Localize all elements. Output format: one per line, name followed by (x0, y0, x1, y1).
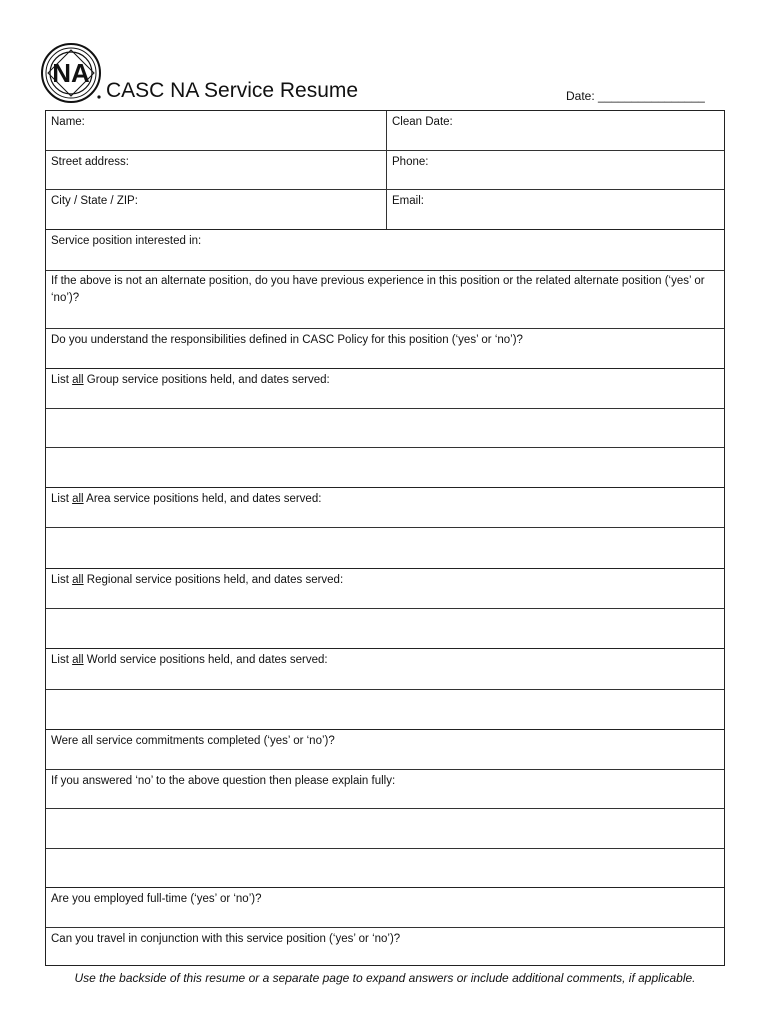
row-employed[interactable] (46, 887, 724, 927)
row-group-positions[interactable] (46, 368, 724, 408)
footer-note: Use the backside of this resume or a separate page to expand answers or include additional comments, if applicable. (74, 971, 696, 985)
row-explain[interactable] (46, 769, 724, 808)
email-label: Email: (392, 195, 424, 207)
position-interested-label: Service position interested in: (51, 235, 202, 247)
area-positions-blank-line[interactable] (46, 527, 724, 568)
row-travel[interactable] (46, 927, 724, 967)
street-field[interactable] (46, 151, 386, 189)
page-title: CASC NA Service Resume (106, 79, 359, 102)
row-area-positions[interactable] (46, 487, 724, 527)
date-field[interactable]: Date: ________________ (566, 89, 705, 103)
city-field[interactable] (46, 190, 386, 229)
resume-form (45, 110, 725, 966)
street-label: Street address: (51, 156, 129, 168)
employed-label: Are you employed full-time (‘yes’ or ‘no’)? (51, 893, 262, 905)
commitments-completed-label: Were all service commitments completed (‘yes’ or ‘no’)? (51, 735, 335, 747)
explain-label: If you answered ‘no’ to the above question then please explain fully: (51, 775, 396, 787)
phone-label: Phone: (392, 156, 429, 168)
row-city (46, 189, 724, 229)
travel-label: Can you travel in conjunction with this service position (‘yes’ or ‘no’)? (51, 933, 401, 945)
phone-field[interactable] (386, 151, 724, 189)
world-positions-blank-line[interactable] (46, 689, 724, 729)
explain-blank-line[interactable] (46, 848, 724, 887)
row-street (46, 150, 724, 189)
city-label: City / State / ZIP: (51, 195, 138, 207)
row-commitments-completed[interactable] (46, 729, 724, 769)
na-logo-icon (40, 42, 102, 104)
row-understand-policy[interactable] (46, 328, 724, 368)
area-positions-label: List all Area service positions held, and dates served: (51, 493, 322, 505)
group-positions-label: List all Group service positions held, and dates served: (51, 374, 330, 386)
row-world-positions[interactable] (46, 648, 724, 689)
understand-policy-label: Do you understand the responsibilities defined in CASC Policy for this position (‘yes’ or ‘no’)? (51, 334, 523, 346)
clean-date-label: Clean Date: (392, 116, 453, 128)
row-name (46, 111, 724, 150)
regional-positions-blank-line[interactable] (46, 608, 724, 648)
logo-text: NA (52, 58, 90, 88)
regional-positions-label: List all Regional service positions held, and dates served: (51, 574, 344, 586)
row-previous-experience[interactable] (46, 270, 724, 328)
group-positions-blank-line[interactable] (46, 408, 724, 447)
world-positions-label: List all World service positions held, and dates served: (51, 654, 328, 666)
explain-blank-line[interactable] (46, 808, 724, 848)
row-regional-positions[interactable] (46, 568, 724, 608)
clean-date-field[interactable] (386, 111, 724, 150)
previous-experience-label: If the above is not an alternate position, do you have previous experience in this position or the related alternate position (‘yes’ or ‘no’)? (51, 275, 705, 304)
name-field[interactable] (46, 111, 386, 150)
name-label: Name: (51, 116, 85, 128)
row-position-interested[interactable] (46, 229, 724, 270)
group-positions-blank-line[interactable] (46, 447, 724, 487)
email-field[interactable] (386, 190, 724, 229)
